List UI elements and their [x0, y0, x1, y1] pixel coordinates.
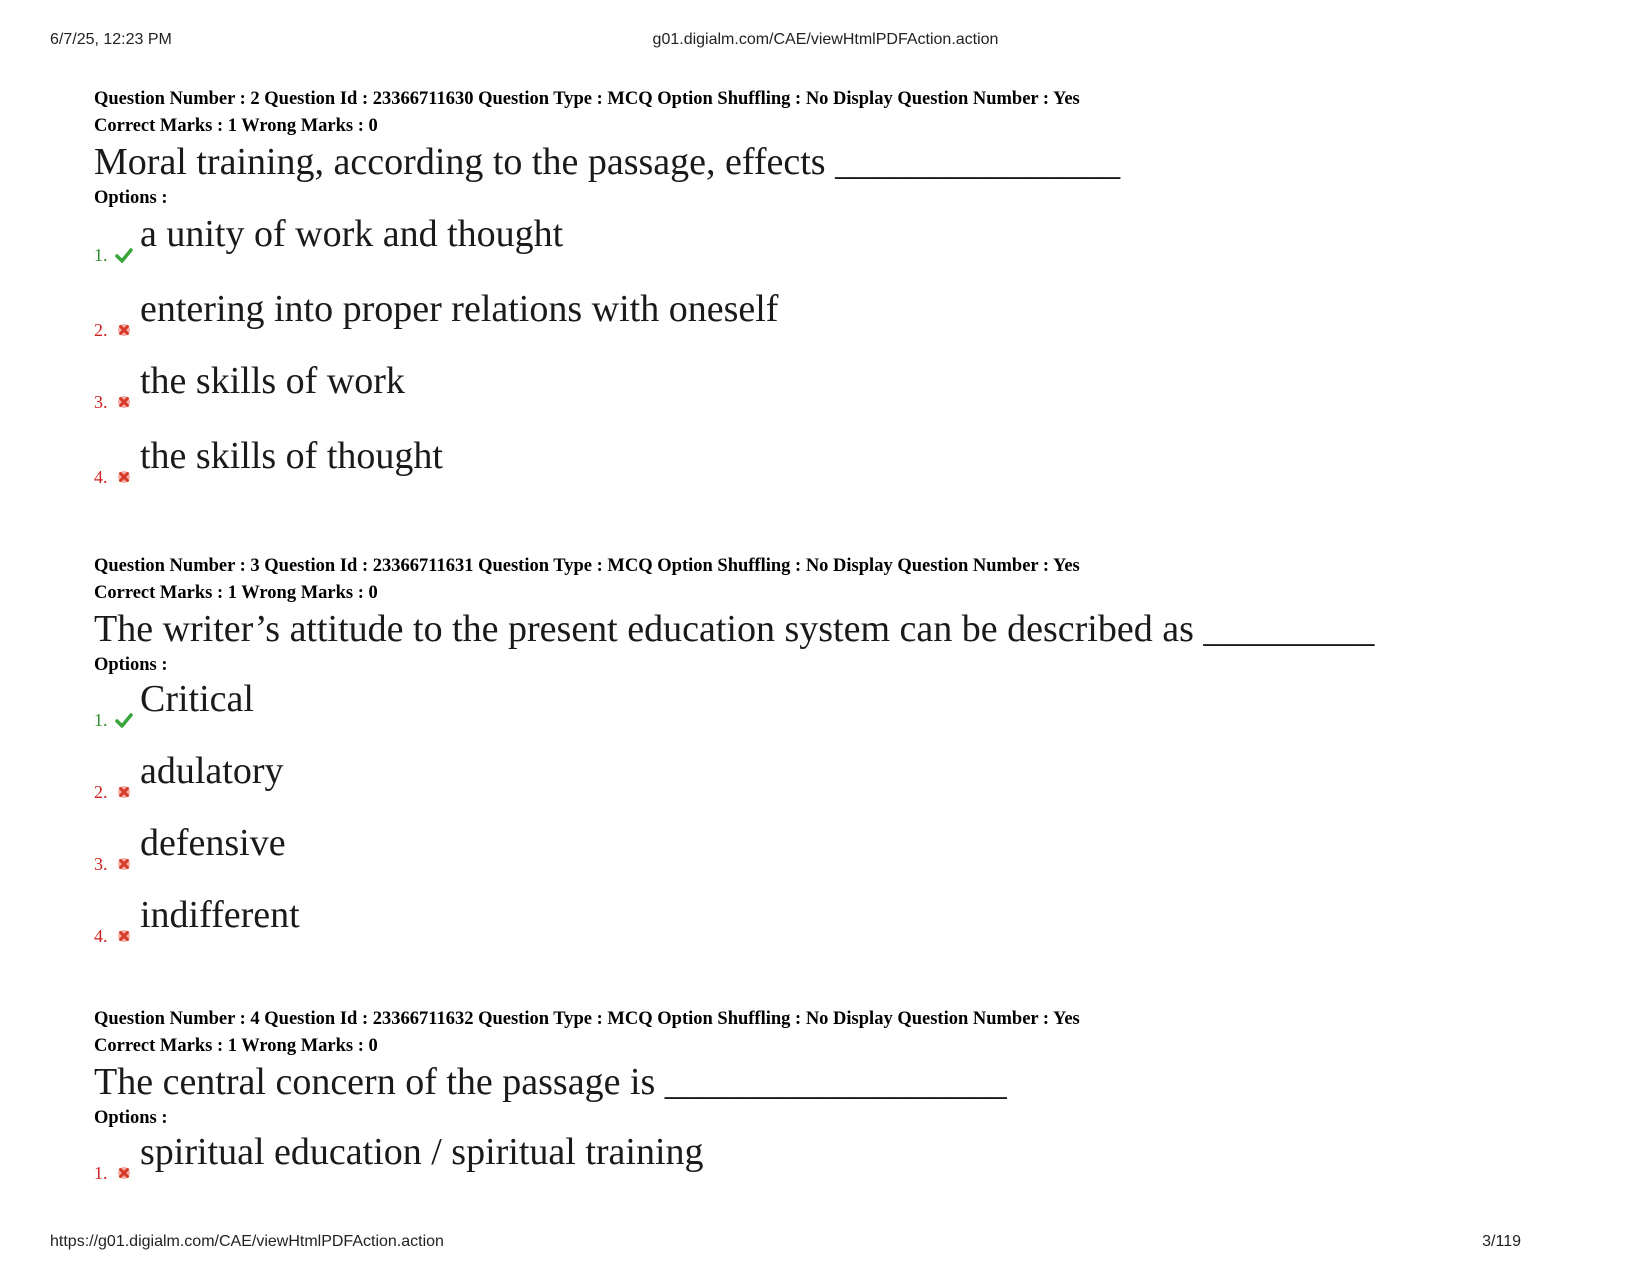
cross-icon — [115, 783, 133, 801]
option-item — [94, 425, 1594, 500]
option-item — [94, 1130, 1594, 1196]
option-number: 4. — [94, 926, 108, 946]
question-text: The central concern of the passage is __________________ — [94, 1061, 1007, 1103]
page-url-footer: https://g01.digialm.com/CAE/viewHtmlPDFAction.action — [50, 1233, 444, 1250]
question-meta: Question Number : 4 Question Id : 23366711632 Question Type : MCQ Option Shuffling : No Display Question Number : Yes — [94, 1009, 1080, 1029]
page-header — [0, 31, 1651, 55]
option-text: spiritual education / spiritual training — [140, 1131, 704, 1173]
option-text: defensive — [140, 822, 286, 864]
option-number: 1. — [94, 245, 108, 265]
page-footer — [0, 1233, 1651, 1257]
options-label: Options : — [94, 188, 168, 208]
option-item — [94, 815, 1594, 887]
option-item — [94, 278, 1594, 353]
question-text: Moral training, according to the passage, effects _______________ — [94, 141, 1121, 183]
option-number: 3. — [94, 854, 108, 874]
page-number: 3/119 — [1482, 1233, 1521, 1250]
option-item — [94, 743, 1594, 815]
question-marks: Correct Marks : 1 Wrong Marks : 0 — [94, 116, 378, 136]
option-text: a unity of work and thought — [140, 213, 564, 255]
option-item — [94, 677, 1594, 743]
cross-icon — [115, 393, 133, 411]
question-marks: Correct Marks : 1 Wrong Marks : 0 — [94, 583, 378, 603]
question-marks: Correct Marks : 1 Wrong Marks : 0 — [94, 1036, 378, 1056]
option-text: entering into proper relations with oneself — [140, 288, 779, 330]
option-number: 3. — [94, 392, 108, 412]
cross-icon — [115, 927, 133, 945]
cross-icon — [115, 855, 133, 873]
option-number: 1. — [94, 1163, 108, 1183]
question-text: The writer’s attitude to the present education system can be described as _________ — [94, 608, 1375, 650]
question-meta: Question Number : 3 Question Id : 23366711631 Question Type : MCQ Option Shuffling : No Display Question Number : Yes — [94, 556, 1080, 576]
print-datetime: 6/7/25, 12:23 PM — [50, 31, 172, 48]
options-label: Options : — [94, 655, 168, 675]
cross-icon — [115, 321, 133, 339]
option-text: indifferent — [140, 894, 300, 936]
question-block — [94, 86, 1594, 500]
option-text: the skills of work — [140, 360, 405, 402]
question-block — [94, 1006, 1594, 1196]
option-number: 4. — [94, 467, 108, 487]
cross-icon — [115, 1164, 133, 1182]
check-icon — [115, 246, 133, 264]
question-block — [94, 553, 1594, 959]
option-item — [94, 353, 1594, 425]
option-item — [94, 210, 1594, 278]
options-label: Options : — [94, 1108, 168, 1128]
check-icon — [115, 711, 133, 729]
option-number: 2. — [94, 782, 108, 802]
option-text: the skills of thought — [140, 435, 443, 477]
page-url-header: g01.digialm.com/CAE/viewHtmlPDFAction.action — [652, 31, 999, 48]
option-text: adulatory — [140, 750, 284, 792]
option-number: 1. — [94, 710, 108, 730]
question-meta: Question Number : 2 Question Id : 23366711630 Question Type : MCQ Option Shuffling : No Display Question Number : Yes — [94, 89, 1080, 109]
option-item — [94, 887, 1594, 959]
option-number: 2. — [94, 320, 108, 340]
option-text: Critical — [140, 678, 254, 720]
cross-icon — [115, 468, 133, 486]
